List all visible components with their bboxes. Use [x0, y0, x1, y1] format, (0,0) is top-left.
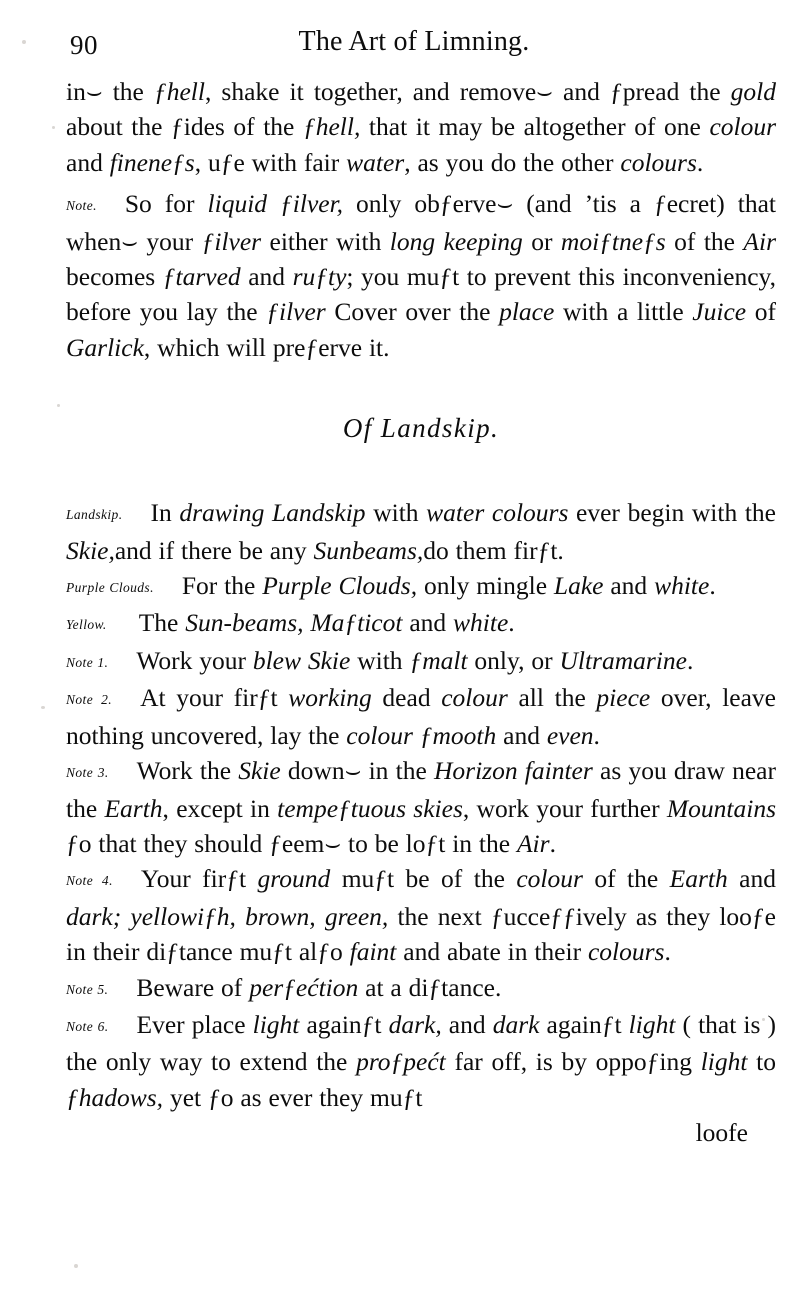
margin-note-label: Note 1. — [66, 654, 109, 670]
paragraph-6 — [66, 643, 776, 680]
paragraph-5-runs: The Sun-beams, Maƒticot and white. — [138, 608, 515, 638]
paragraph-7 — [66, 680, 776, 753]
paragraph-1-runs: in⌣ the ƒhell, shake it together, and remove⌣ and ƒpread the gold about the ƒides of the ƒhell, that it may be altogether of one colour and fineneƒs, uƒe with fair water, as you do the other colours. — [66, 77, 777, 177]
paragraph-4-runs: For the Purple Clouds, only mingle Lake and white. — [181, 571, 716, 601]
paragraph-10 — [66, 970, 776, 1007]
scan-speck — [57, 404, 60, 407]
running-title: The Art of Limning. — [298, 26, 530, 57]
paragraph-1 — [66, 74, 776, 180]
margin-note-label: Note 4. — [66, 873, 113, 889]
section-heading: Of Landskip. — [342, 413, 500, 444]
paragraph-7-runs: At your firƒt working dead colour all the piece over, leave nothing uncovered, lay the colour ƒmooth and even. — [66, 683, 776, 750]
paragraph-5 — [66, 605, 776, 642]
text-block — [66, 74, 776, 1150]
catchword: loofe — [695, 1118, 748, 1148]
paragraph-3-runs: In drawing Landskip with water colours ever begin with the Skie,and if there be any Sunbeams,do them firƒt. — [66, 498, 776, 565]
page-number: 90 — [70, 30, 98, 60]
paragraph-2-runs: So for liquid ƒilver, only obƒerve⌣ (and ’tis a ƒecret) that when⌣ your ƒilver either with long keeping or moiƒtneƒs of the Air becomes ƒtarved and ruƒty; you muƒt to prevent this inconveniency, before you lay the ƒilver Cover over the place with a little Juice of Garlick, which will preƒerve it. — [66, 189, 776, 362]
margin-note-label: Yellow. — [66, 617, 107, 633]
paragraph-9 — [66, 861, 776, 969]
paragraph-4 — [66, 568, 776, 605]
margin-note-label: Note 2. — [66, 692, 113, 708]
margin-note-label: Purple Clouds. — [66, 580, 154, 596]
margin-note-label: Note 6. — [66, 1018, 109, 1034]
paragraph-10-runs: Beware of perƒećtion at a diƒtance. — [136, 972, 502, 1002]
margin-note-label: Note 3. — [66, 765, 109, 781]
paragraph-2 — [66, 186, 776, 365]
margin-note-label: Note. — [66, 198, 97, 214]
paragraph-8 — [66, 753, 776, 861]
margin-note-label: Landskip. — [66, 507, 123, 523]
paragraph-3 — [66, 495, 776, 568]
paragraph-9-runs: Your firƒt ground muƒt be of the colour of the Earth and dark; yellowiƒh, brown, green, the next ƒucceƒƒively as they looƒe in their diƒtance muƒt alƒo faint and abate in their colours. — [66, 864, 777, 967]
scan-speck — [22, 40, 26, 44]
scan-speck — [74, 1264, 78, 1268]
margin-note-label: Note 5. — [66, 981, 109, 997]
scan-speck — [41, 706, 45, 709]
running-head — [60, 26, 748, 70]
paragraph-11-runs: Ever place light againƒt dark, and dark againƒt light ( that is ) the only way to extend the proƒpećt far off, is by oppoƒing light to ƒhadows, yet ƒo as ever they muƒt — [66, 1009, 776, 1112]
paragraph-6-runs: Work your blew Skie with ƒmalt only, or Ultramarine. — [136, 645, 694, 675]
paragraph-8-runs: Work the Skie down⌣ in the Horizon fainter as you draw near the Earth, except in tempeƒtuous skies, work your further Mountains ƒo that they should ƒeem⌣ to be loƒt in the Air. — [66, 756, 776, 858]
scan-speck — [52, 126, 55, 129]
paragraph-11 — [66, 1007, 776, 1115]
